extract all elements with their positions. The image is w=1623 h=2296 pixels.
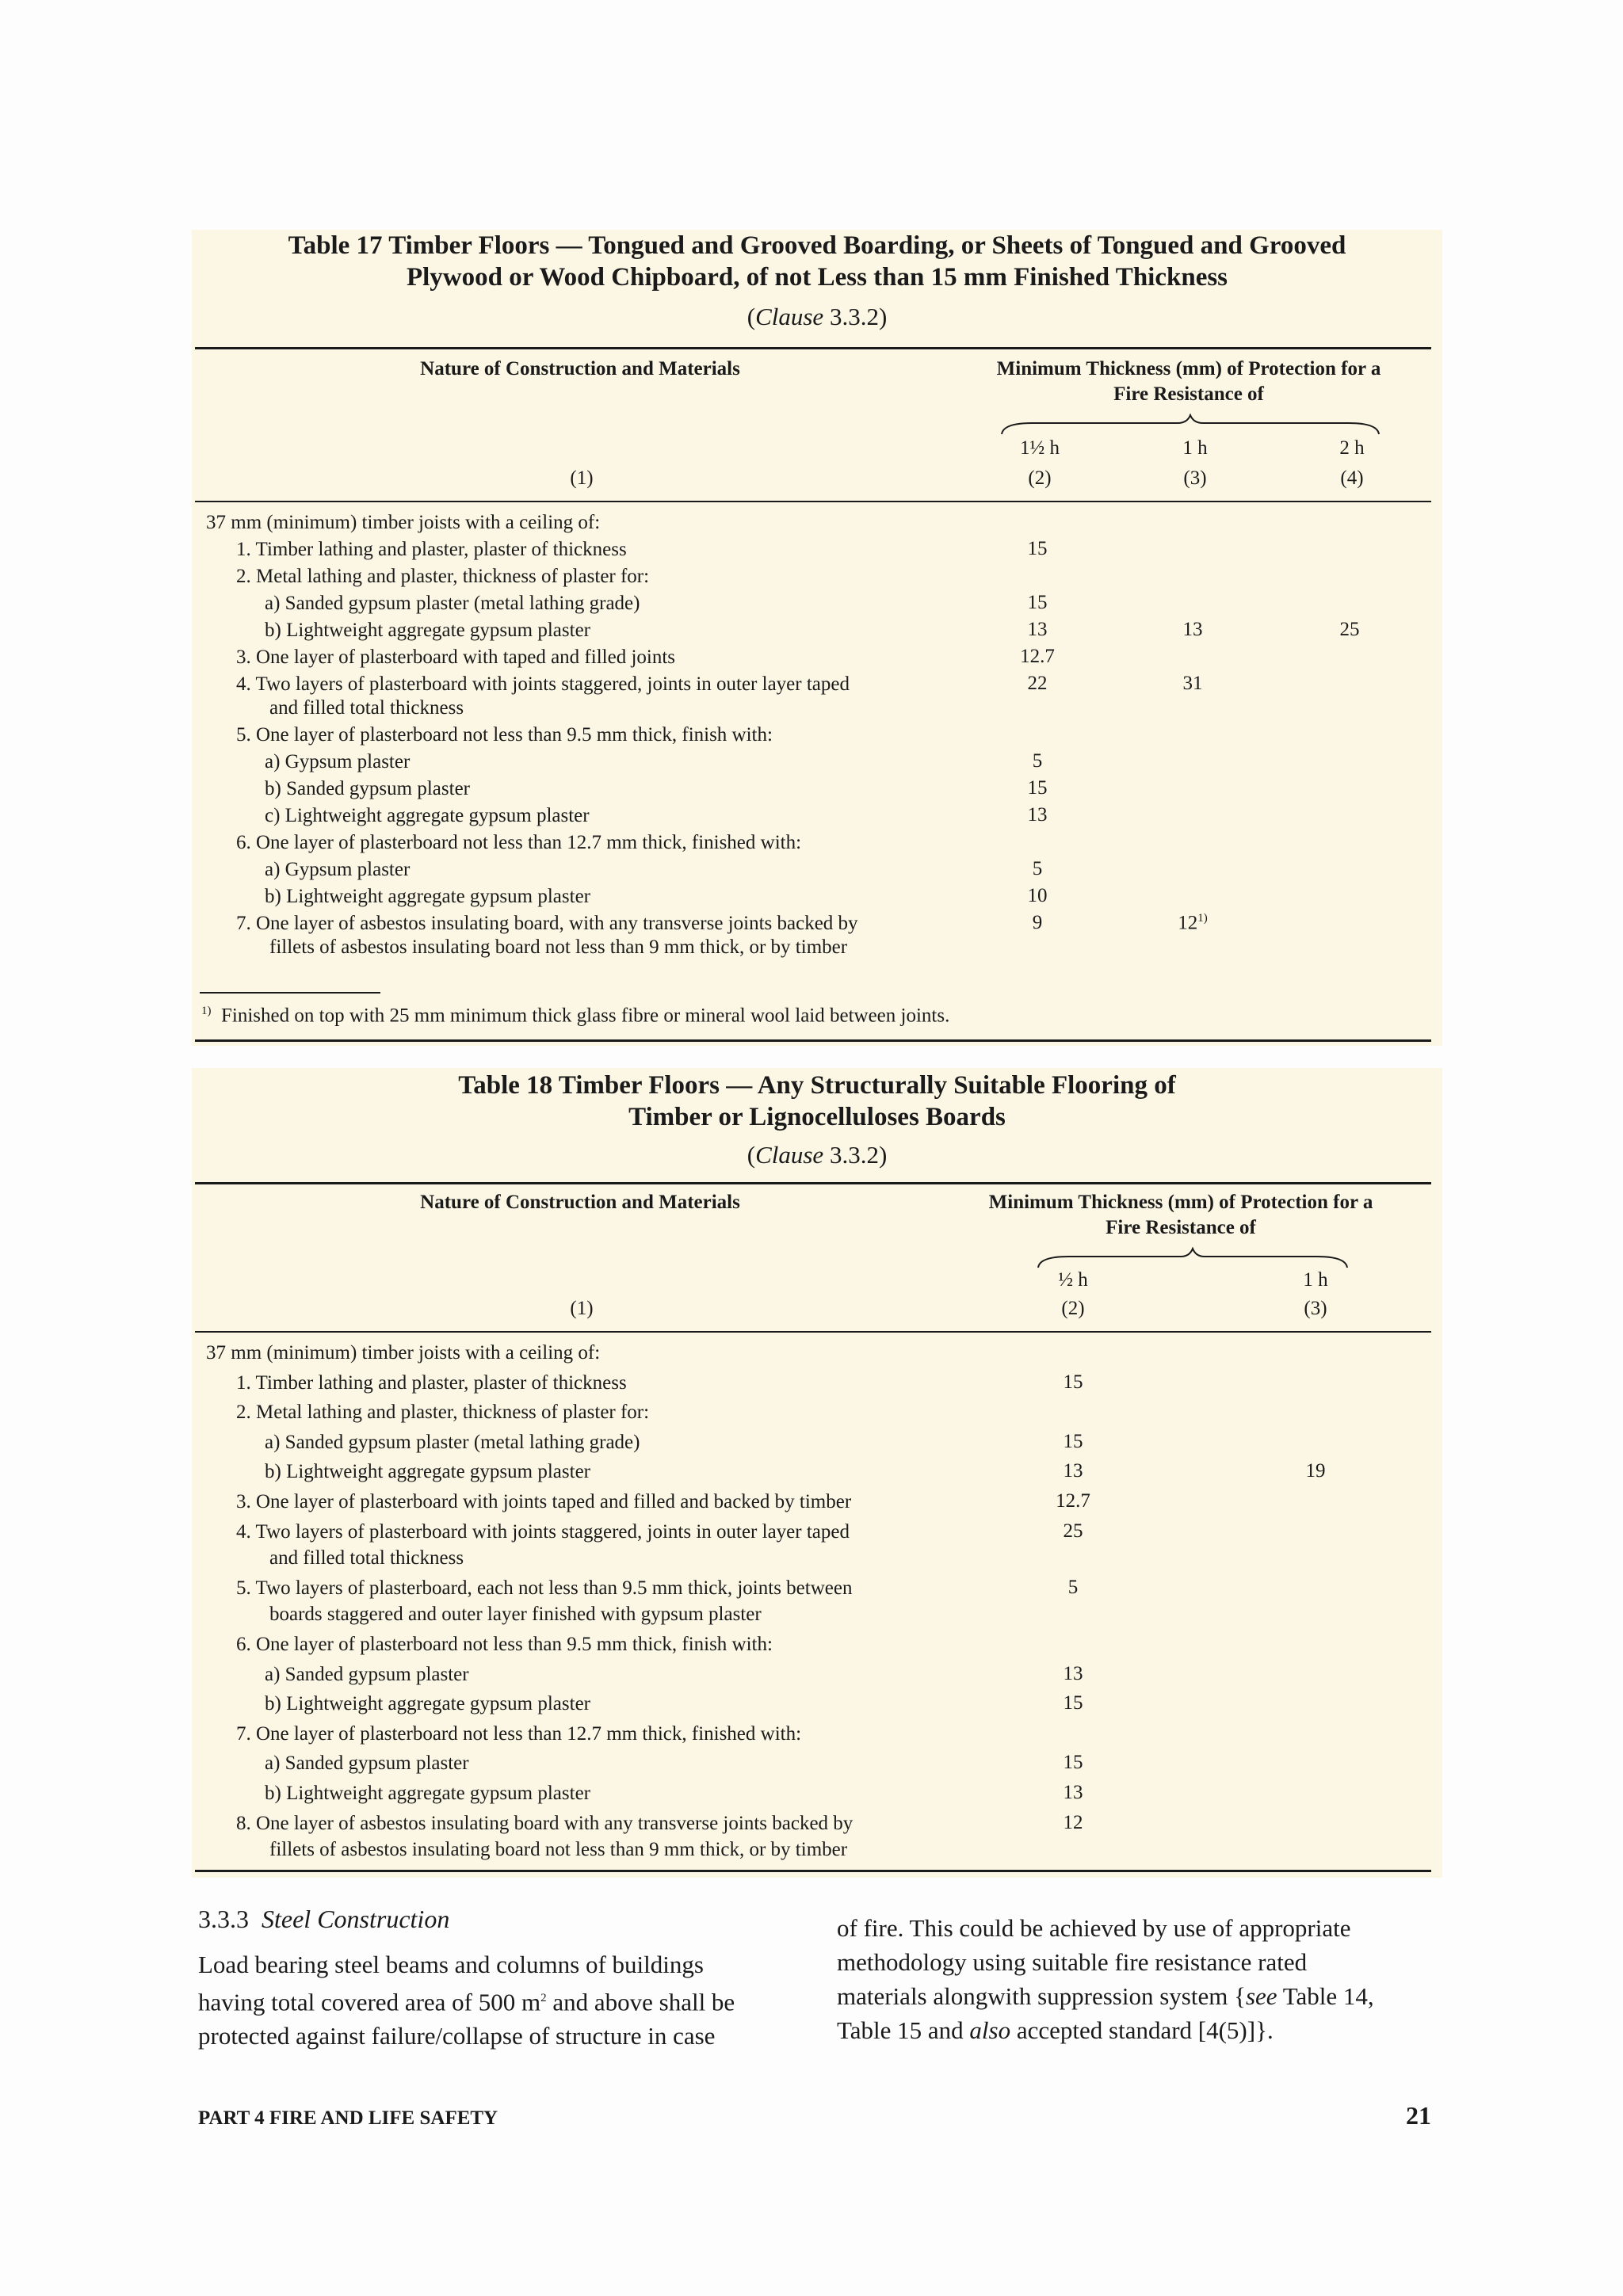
table-18-col-1-number: (1) <box>570 1298 594 1319</box>
table-18-col-2-number: (2) <box>1061 1298 1085 1319</box>
table-row-text: b) Lightweight aggregate gypsum plaster <box>265 620 590 641</box>
table-row-text: 6. One layer of plasterboard not less than 12.7 mm thick, finished with: <box>236 832 802 853</box>
table-row-text: 2. Metal lathing and plaster, thickness of plaster for: <box>236 566 650 587</box>
table-cell-c2: 15 <box>1063 1692 1083 1714</box>
table-cell-c2: 12 <box>1063 1811 1083 1833</box>
table-row-text: 7. One layer of asbestos insulating board, with any transverse joints backed by <box>236 913 858 934</box>
table-cell-c4: 25 <box>1339 619 1360 640</box>
table-18-col-2-label: ½ h <box>1058 1269 1088 1291</box>
table-cell-c2: 15 <box>1063 1371 1083 1393</box>
table-row-text: b) Lightweight aggregate gypsum plaster <box>265 886 590 907</box>
table-cell-c2: 13 <box>1027 619 1048 640</box>
table-cell-c2: 5 <box>1032 750 1043 772</box>
table-cell-c2: 5 <box>1067 1576 1079 1598</box>
table-17-col-1-number: (1) <box>570 467 594 489</box>
page-number: 21 <box>1406 2101 1431 2130</box>
table-17-title-line1: Table 17 Timber Floors — Tongued and Grooved Boarding, or Sheets of Tongued and Grooved <box>288 231 1346 260</box>
table-row-text: b) Lightweight aggregate gypsum plaster <box>265 1461 590 1483</box>
table-17-clause: (Clause 3.3.2) <box>747 303 888 330</box>
table-cell-c2: 13 <box>1063 1460 1083 1482</box>
table-cell-c2: 15 <box>1063 1430 1083 1452</box>
table-row-text: 37 mm (minimum) timber joists with a ceiling of: <box>206 512 601 533</box>
table-17-header-min-line2: Fire Resistance of <box>1113 383 1264 405</box>
table-17-col-4-number: (4) <box>1340 467 1364 489</box>
table-row-text: a) Sanded gypsum plaster (metal lathing grade) <box>265 593 640 614</box>
table-cell-c2: 15 <box>1027 592 1048 613</box>
table-row-text: and filled total thickness <box>269 1547 464 1569</box>
table-row-text: 1. Timber lathing and plaster, plaster of thickness <box>236 539 627 560</box>
table-17-col-2-label: 1½ h <box>1020 437 1060 459</box>
footer-part-label: PART 4 FIRE AND LIFE SAFETY <box>198 2107 498 2129</box>
table-17-top-rule <box>195 347 1431 349</box>
table-row-text: 4. Two layers of plasterboard with joints staggered, joints in outer layer taped <box>236 673 850 695</box>
section-left-paragraph: Load bearing steel beams and columns of buildings having total covered area of 500 $m^2$ and above shall be protected against failure/collapse of structure in case <box>198 1951 735 2050</box>
table-row-text: b) Sanded gypsum plaster <box>265 778 470 799</box>
table-18-header-rule <box>195 1331 1431 1333</box>
table-18-header-min-line1: Minimum Thickness (mm) of Protection for a <box>988 1192 1373 1213</box>
table-17-header-nature: Nature of Construction and Materials <box>420 358 740 379</box>
table-18-header-nature: Nature of Construction and Materials <box>420 1192 740 1213</box>
table-17-header-brace <box>1000 414 1381 436</box>
table-17-bottom-rule <box>195 1039 1431 1042</box>
table-cell-c3: 31 <box>1182 673 1203 694</box>
table-cell-c2: 25 <box>1063 1520 1083 1542</box>
table-cell-c2: 12.7 <box>1020 646 1055 667</box>
table-cell-c3: 19 <box>1305 1460 1326 1482</box>
table-18-header-min-line2: Fire Resistance of <box>1106 1217 1256 1238</box>
table-row-text: 6. One layer of plasterboard not less than 9.5 mm thick, finish with: <box>236 1634 773 1655</box>
table-17-col-3-label: 1 h <box>1182 437 1208 459</box>
table-row-text: fillets of asbestos insulating board not less than 9 mm thick, or by timber <box>269 936 848 958</box>
table-18-header-brace <box>1037 1247 1349 1269</box>
table-cell-c3: 13 <box>1182 619 1203 640</box>
table-17-col-4-label: 2 h <box>1339 437 1365 459</box>
table-cell-c2: 15 <box>1027 777 1048 799</box>
table-row-text: a) Sanded gypsum plaster <box>265 1753 469 1775</box>
table-17-header-rule <box>195 501 1431 502</box>
table-row-text: and filled total thickness <box>269 697 464 719</box>
table-row-text: 4. Two layers of plasterboard with joints staggered, joints in outer layer taped <box>236 1520 850 1543</box>
table-cell-c2: 5 <box>1032 858 1043 879</box>
table-18-title-line1: Table 18 Timber Floors — Any Structurally Suitable Flooring of <box>458 1071 1176 1100</box>
table-row-text: 5. Two layers of plasterboard, each not less than 9.5 mm thick, joints between <box>236 1577 853 1599</box>
table-17 <box>192 230 1442 1046</box>
table-row-text: 5. One layer of plasterboard not less than 9.5 mm thick, finish with: <box>236 724 773 746</box>
table-row-text: 37 mm (minimum) timber joists with a ceiling of: <box>206 1342 601 1363</box>
table-cell-c2: 12.7 <box>1056 1490 1090 1512</box>
table-18-col-3-label: 1 h <box>1303 1269 1328 1291</box>
section-heading: 3.3.3 Steel Construction <box>198 1905 450 1933</box>
table-17-footnote-rule <box>200 992 380 994</box>
table-cell-c2: 9 <box>1032 912 1043 933</box>
table-cell-c2: 13 <box>1063 1782 1083 1803</box>
table-row-text: a) Sanded gypsum plaster <box>265 1663 469 1685</box>
table-cell-c2: 13 <box>1027 804 1048 826</box>
table-17-title-line2: Plywood or Wood Chipboard, of not Less than 15 mm Finished Thickness <box>406 263 1228 292</box>
table-row-text: boards staggered and outer layer finished with gypsum plaster <box>269 1604 762 1626</box>
table-row-text: 3. One layer of plasterboard with joints taped and filled and backed by timber <box>236 1491 852 1512</box>
table-cell-c2: 13 <box>1063 1662 1083 1684</box>
table-row-text: a) Sanded gypsum plaster (metal lathing grade) <box>265 1431 640 1453</box>
table-18-title-line2: Timber or Lignocelluloses Boards <box>628 1103 1006 1131</box>
table-row-text: 8. One layer of asbestos insulating board with any transverse joints backed by <box>236 1812 854 1834</box>
table-17-col-3-number: (3) <box>1183 467 1207 489</box>
table-17-col-2-number: (2) <box>1028 467 1052 489</box>
table-row-text: b) Lightweight aggregate gypsum plaster <box>265 1693 590 1715</box>
table-cell-c2: 15 <box>1027 538 1048 559</box>
table-18-col-3-number: (3) <box>1304 1298 1327 1319</box>
table-row-text: b) Lightweight aggregate gypsum plaster <box>265 1783 590 1804</box>
table-18-clause: (Clause 3.3.2) <box>747 1141 888 1169</box>
table-cell-c3: 12$^{1)}$ <box>1178 912 1208 934</box>
table-row-text: 2. Metal lathing and plaster, thickness of plaster for: <box>236 1402 650 1424</box>
table-row-text: c) Lightweight aggregate gypsum plaster <box>265 805 590 826</box>
table-row-text: a) Gypsum plaster <box>265 751 411 772</box>
table-cell-c2: 15 <box>1063 1752 1083 1774</box>
table-row-text: 7. One layer of plasterboard not less than 12.7 mm thick, finished with: <box>236 1722 802 1745</box>
table-17-footnote: $^{1)}$ Finished on top with 25 mm minimum thick glass fibre or mineral wool laid between joints. <box>201 1005 950 1027</box>
table-row-text: fillets of asbestos insulating board not less than 9 mm thick, or by timber <box>269 1839 848 1861</box>
table-18 <box>192 1068 1442 1878</box>
section-right-paragraph: of fire. This could be achieved by use of appropriate methodology using suitable fire resistance rated materials alongwith suppression system {see Table 14, Table 15 and also accepted standard [4(5)]}. <box>837 1914 1374 2044</box>
table-cell-c2: 10 <box>1027 885 1048 906</box>
table-18-bottom-rule <box>195 1870 1431 1872</box>
table-cell-c2: 22 <box>1027 673 1048 694</box>
table-17-header-min-line1: Minimum Thickness (mm) of Protection for a <box>996 358 1381 379</box>
table-row-text: 3. One layer of plasterboard with taped and filled joints <box>236 646 676 668</box>
table-row-text: a) Gypsum plaster <box>265 859 411 880</box>
table-row-text: 1. Timber lathing and plaster, plaster of thickness <box>236 1371 627 1394</box>
table-18-top-rule <box>195 1182 1431 1184</box>
